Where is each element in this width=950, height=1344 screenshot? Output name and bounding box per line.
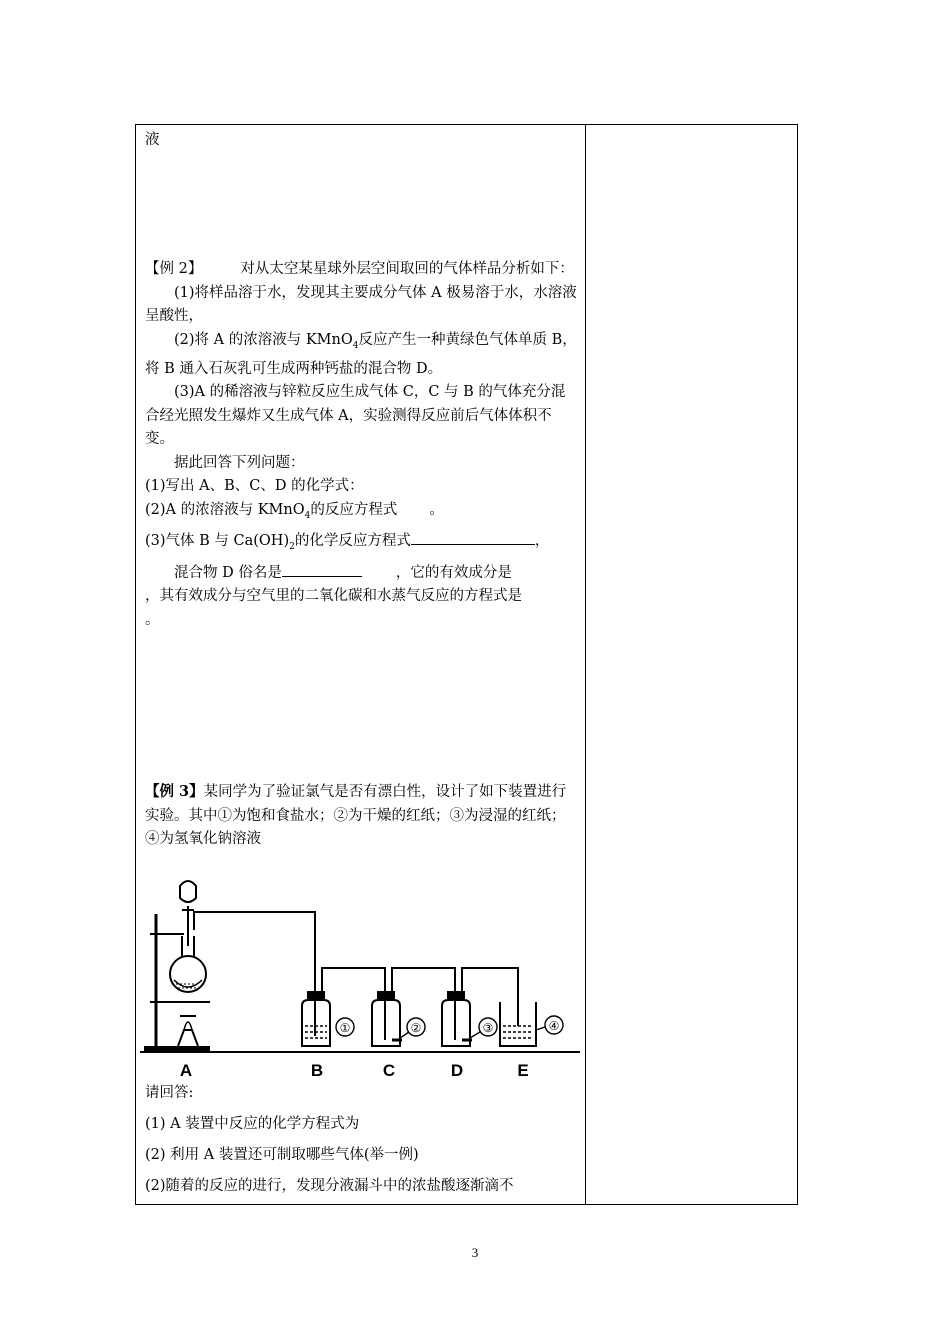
example-2-question-4: 混合物 D 俗名是 ，它的有效成分是 <box>145 560 579 586</box>
page-number: 3 <box>471 1245 479 1260</box>
example-3 <box>145 780 579 852</box>
example-2-ask: 据此回答下列问题： <box>174 454 305 471</box>
example-2-question-2: (2)A 的浓溶液与 KMnO$_4$的反应方程式 。 <box>145 501 444 521</box>
label-a: A <box>179 1061 193 1080</box>
label-e: E <box>517 1061 529 1080</box>
example-2-question-1: (1)写出 A、B、C、D 的化学式： <box>145 478 364 495</box>
continued-line: 液 <box>145 132 160 148</box>
label-d: D <box>450 1061 464 1080</box>
example-2-statement-1: (1)将样品溶于水，发现其主要成分气体 A 极易溶于水，水溶液呈酸性， <box>145 284 577 324</box>
label-b: B <box>310 1061 324 1080</box>
answer-blank[interactable] <box>411 528 535 545</box>
example-2 <box>145 258 579 632</box>
answer-blank[interactable] <box>282 560 362 577</box>
label-c: C <box>382 1061 396 1080</box>
example-2-intro: 对从太空某星球外层空间取回的气体样品分析如下： <box>240 261 574 277</box>
example-2-question-6: 。 <box>145 611 160 628</box>
marker-2: ② <box>410 1021 422 1035</box>
example-2-statement-3: (3)A 的稀溶液与锌粒反应生成气体 C，C 与 B 的气体充分混合经光照发生爆炸又生成气体 A，实验测得反应前后气体体积不变。 <box>145 384 566 448</box>
apparatus-a <box>144 881 315 1052</box>
example-2-label: 【例 2】 <box>145 261 203 277</box>
apparatus-d <box>442 968 518 1046</box>
marker-4: ④ <box>548 1019 560 1033</box>
example-3-ask: 请回答: <box>145 1085 194 1101</box>
example-3-question-1: (1) A 装置中反应的化学方程式为 <box>145 1116 360 1132</box>
example-3-question-2: (2) 利用 A 装置还可制取哪些气体(举一例) <box>145 1147 419 1163</box>
example-2-statement-2: (2)将 A 的浓溶液与 KMnO$_4$反应产生一种黄绿色气体单质 B，将 B 通入石灰乳可生成两种钙盐的混合物 D。 <box>145 331 577 377</box>
example-2-question-5: ，其有效成分与空气里的二氧化碳和水蒸气反应的方程式是 <box>145 588 522 605</box>
marker-1: ① <box>339 1021 351 1035</box>
example-3-text: 某同学为了验证氯气是否有漂白性，设计了如下装置进行实验。其中①为饱和食盐水；②为干燥的红纸；③为浸湿的红纸；④为氢氧化钠溶液 <box>145 784 567 847</box>
example-3-question-3: (2)随着的反应的进行，发现分液漏斗中的浓盐酸逐渐滴不 <box>145 1178 514 1194</box>
apparatus-figure <box>140 876 588 1081</box>
example-3-label: 【例 3】 <box>145 783 204 800</box>
example-3-questions <box>145 1078 579 1202</box>
example-2-question-3: (3)气体 B 与 $Ca(OH)_2$的化学反应方程式 ， <box>145 528 579 559</box>
marker-3: ③ <box>482 1021 494 1035</box>
